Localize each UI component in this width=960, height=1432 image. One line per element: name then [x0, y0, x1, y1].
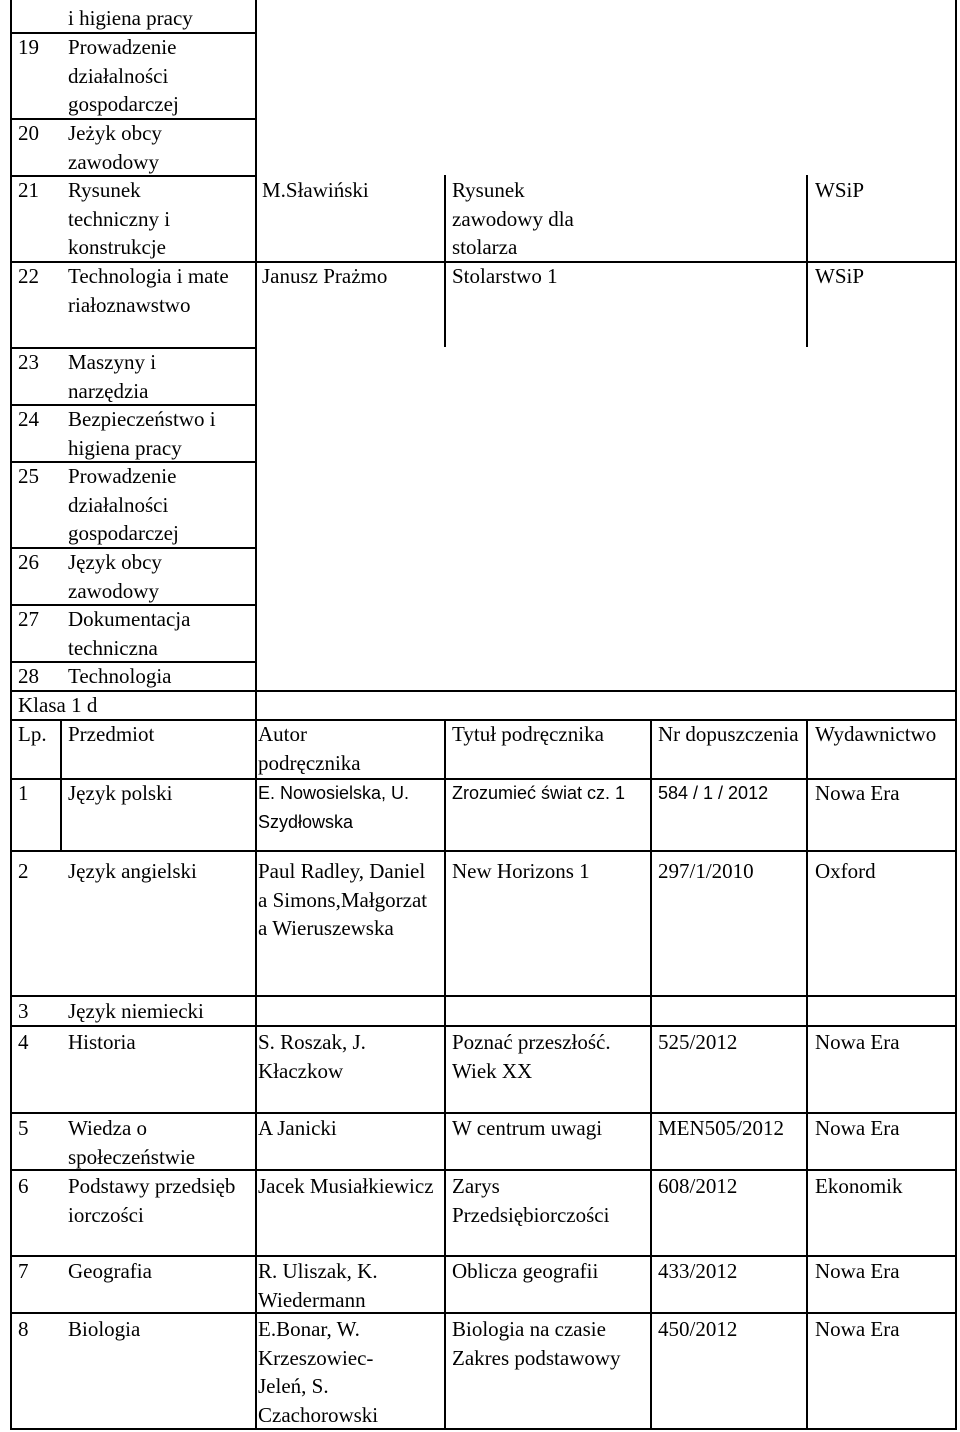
author-cell: M.Sławiński	[262, 178, 369, 202]
publisher-cell: Ekonomik	[815, 1174, 903, 1198]
lp-cell: 27	[18, 607, 39, 631]
subject-cell: Biologia	[68, 1317, 141, 1341]
author-cell: Paul Radley, Daniela Simons,Małgorzata Wieruszewska	[258, 859, 428, 941]
subject-cell: Podstawy przedsiębiorczości	[68, 1174, 236, 1227]
author-cell: E.Bonar, W. Krzeszowiec-Jeleń, S. Czachorowski	[258, 1317, 379, 1427]
title-cell: Oblicza geografii	[452, 1259, 599, 1283]
lp-cell: 28	[18, 664, 39, 688]
subject-cell: Maszyny i narzędzia	[68, 350, 157, 403]
lp-cell: 26	[18, 550, 39, 574]
subject-cell: Technologia i materiałoznawstwo	[68, 264, 229, 317]
lp-cell: 4	[18, 1030, 29, 1054]
title-cell: Biologia na czasie Zakres podstawowy	[452, 1317, 621, 1370]
header-title: Tytuł podręcznika	[452, 722, 604, 746]
column-divider	[806, 719, 808, 1430]
title-cell: New Horizons 1	[452, 859, 590, 883]
subject-cell: Geografia	[68, 1259, 152, 1283]
header-publisher: Wydawnictwo	[815, 722, 937, 746]
subject-cell: Bezpieczeństwo i higiena pracy	[68, 407, 216, 460]
author-cell: A Janicki	[258, 1116, 337, 1140]
header-subject: Przedmiot	[68, 722, 155, 746]
header-author: Autor podręcznika	[258, 722, 361, 775]
approval-number-cell: 297/1/2010	[658, 859, 754, 883]
title-cell: Zrozumieć świat cz. 1	[452, 783, 626, 803]
subject-cell: Język angielski	[68, 859, 197, 883]
column-divider	[650, 719, 652, 1430]
column-divider	[444, 175, 446, 261]
author-cell: Janusz Prażmo	[262, 264, 388, 288]
row-divider	[10, 1312, 956, 1314]
author-cell: E. Nowosielska, U. Szydłowska	[258, 783, 410, 832]
subject-cell: Prowadzenie działalności gospodarczej	[68, 464, 179, 546]
author-cell: S. Roszak, J. Kłaczkow	[258, 1030, 366, 1083]
subject-cell: Wiedza o społeczeństwie	[68, 1116, 196, 1169]
approval-number-cell: MEN505/2012	[658, 1116, 784, 1140]
column-divider	[10, 0, 12, 1430]
approval-number-cell: 433/2012	[658, 1259, 738, 1283]
lp-cell: 22	[18, 264, 39, 288]
subject-cell: Rysunek techniczny i konstrukcje	[68, 178, 171, 260]
subject-cell: Język polski	[68, 781, 173, 805]
section-title: Klasa 1 d	[18, 693, 98, 717]
author-cell: Jacek Musiałkiewicz	[258, 1174, 434, 1198]
publisher-cell: Nowa Era	[815, 781, 900, 805]
publisher-cell: Nowa Era	[815, 1116, 900, 1140]
lp-cell: 19	[18, 35, 39, 59]
row-divider	[10, 850, 956, 852]
subject-cell: Jeżyk obcy zawodowy	[68, 121, 162, 174]
publisher-cell: WSiP	[815, 264, 865, 288]
lp-cell: 25	[18, 464, 39, 488]
column-divider	[444, 261, 446, 347]
lp-cell: 1	[18, 781, 29, 805]
lp-cell: 2	[18, 859, 29, 883]
approval-number-cell: 584 / 1 / 2012	[658, 783, 769, 803]
publisher-cell: Nowa Era	[815, 1317, 900, 1341]
subject-cell: Dokumentacja techniczna	[68, 607, 191, 660]
lp-cell: 23	[18, 350, 39, 374]
approval-number-cell: 608/2012	[658, 1174, 738, 1198]
title-cell: Zarys Przedsiębiorczości	[452, 1174, 610, 1227]
column-divider	[955, 0, 957, 1430]
column-divider	[444, 719, 446, 1430]
author-cell: R. Uliszak, K. Wiedermann	[258, 1259, 378, 1312]
approval-number-cell: 450/2012	[658, 1317, 738, 1341]
lp-cell: 21	[18, 178, 39, 202]
lp-cell: 24	[18, 407, 39, 431]
title-cell: Poznać przeszłość. Wiek XX	[452, 1030, 611, 1083]
approval-number-cell: 525/2012	[658, 1030, 738, 1054]
subject-cell: Technologia	[68, 664, 172, 688]
column-divider	[60, 719, 62, 850]
column-divider	[806, 261, 808, 347]
publisher-cell: Nowa Era	[815, 1259, 900, 1283]
subject-cell: Język niemiecki	[68, 999, 204, 1023]
subject-cell: i higiena pracy	[68, 6, 193, 30]
header-approval-number: Nr dopuszczenia	[658, 722, 799, 746]
publisher-cell: WSiP	[815, 178, 865, 202]
publisher-cell: Oxford	[815, 859, 876, 883]
row-divider	[10, 1428, 956, 1430]
lp-cell: 6	[18, 1174, 29, 1198]
lp-cell: 3	[18, 999, 29, 1023]
lp-cell: 8	[18, 1317, 29, 1341]
title-cell: Rysunek zawodowy dla stolarza	[452, 178, 574, 260]
lp-cell: 5	[18, 1116, 29, 1140]
title-cell: W centrum uwagi	[452, 1116, 603, 1140]
subject-cell: Język obcy zawodowy	[68, 550, 162, 603]
subject-cell: Historia	[68, 1030, 136, 1054]
publisher-cell: Nowa Era	[815, 1030, 900, 1054]
header-lp: Lp.	[18, 722, 47, 746]
lp-cell: 7	[18, 1259, 29, 1283]
lp-cell: 20	[18, 121, 39, 145]
subject-cell: Prowadzenie działalności gospodarczej	[68, 35, 179, 117]
title-cell: Stolarstwo 1	[452, 264, 558, 288]
column-divider	[806, 175, 808, 261]
